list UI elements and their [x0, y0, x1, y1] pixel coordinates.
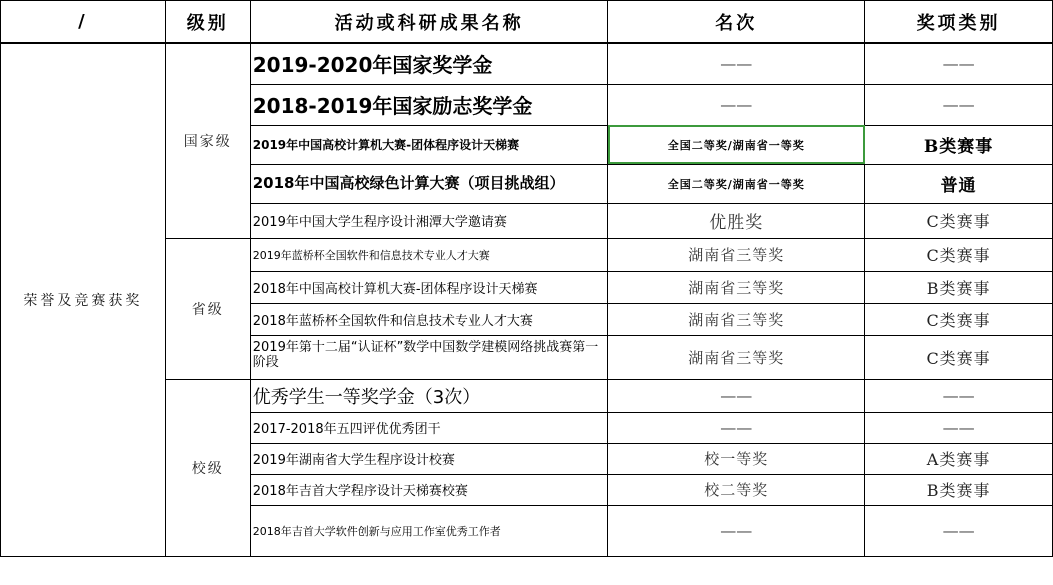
activity-name-cell[interactable]: 2019年中国高校计算机大赛-团体程序设计天梯赛 [250, 125, 608, 164]
activity-name-cell[interactable]: 2018年蓝桥杯全国软件和信息技术专业人才大赛 [250, 303, 608, 335]
rank-cell[interactable]: —— [608, 379, 865, 412]
type-cell[interactable]: —— [865, 379, 1053, 412]
activity-name-cell[interactable]: 2018年中国高校计算机大赛-团体程序设计天梯赛 [250, 271, 608, 303]
type-cell[interactable]: —— [865, 505, 1053, 556]
activity-name-cell[interactable]: 2018年中国高校绿色计算大赛（项目挑战组） [250, 164, 608, 203]
type-cell[interactable]: C类赛事 [865, 335, 1053, 379]
rank-cell[interactable]: —— [608, 412, 865, 443]
activity-name-cell[interactable]: 2018年吉首大学软件创新与应用工作室优秀工作者 [250, 505, 608, 556]
type-cell[interactable]: A类赛事 [865, 443, 1053, 474]
type-cell[interactable]: —— [865, 84, 1053, 125]
activity-name-cell[interactable]: 2019-2020年国家奖学金 [250, 43, 608, 84]
rank-cell[interactable]: 优胜奖 [608, 203, 865, 238]
header-rank[interactable]: 名次 [608, 1, 865, 44]
type-cell[interactable]: 普通 [865, 164, 1053, 203]
activity-name-cell[interactable]: 2018年吉首大学程序设计天梯赛校赛 [250, 474, 608, 505]
activity-name-cell[interactable]: 优秀学生一等奖学金（3次） [250, 379, 608, 412]
rank-cell[interactable]: 湖南省三等奖 [608, 335, 865, 379]
rank-cell[interactable]: 湖南省三等奖 [608, 238, 865, 271]
rank-cell[interactable]: 校一等奖 [608, 443, 865, 474]
rank-cell[interactable]: 湖南省三等奖 [608, 271, 865, 303]
activity-name-cell[interactable]: 2018-2019年国家励志奖学金 [250, 84, 608, 125]
rank-cell[interactable]: 湖南省三等奖 [608, 303, 865, 335]
type-cell[interactable]: —— [865, 43, 1053, 84]
level-school[interactable]: 校级 [165, 379, 250, 556]
activity-name-cell[interactable]: 2019年第十二届“认证杯”数学中国数学建模网络挑战赛第一阶段 [250, 335, 608, 379]
type-cell[interactable]: C类赛事 [865, 303, 1053, 335]
type-cell[interactable]: B类赛事 [865, 474, 1053, 505]
header-level[interactable]: 级别 [165, 1, 250, 44]
header-award-type[interactable]: 奖项类别 [865, 1, 1053, 44]
header-row [1, 1, 1053, 44]
activity-name-cell[interactable]: 2019年湖南省大学生程序设计校赛 [250, 443, 608, 474]
category-cell[interactable]: 荣誉及竞赛获奖 [1, 43, 166, 556]
header-activity-name[interactable]: 活动或科研成果名称 [250, 1, 608, 44]
rank-cell[interactable]: —— [608, 84, 865, 125]
type-cell[interactable]: —— [865, 412, 1053, 443]
rank-cell[interactable]: 全国二等奖/湖南省一等奖 [608, 164, 865, 203]
rank-cell[interactable]: 校二等奖 [608, 474, 865, 505]
type-cell[interactable]: C类赛事 [865, 203, 1053, 238]
activity-name-cell[interactable]: 2017-2018年五四评优优秀团干 [250, 412, 608, 443]
activity-name-cell[interactable]: 2019年蓝桥杯全国软件和信息技术专业人才大赛 [250, 238, 608, 271]
level-provincial[interactable]: 省级 [165, 238, 250, 379]
table-row [1, 43, 1053, 84]
rank-cell-selected[interactable]: 全国二等奖/湖南省一等奖 [608, 125, 865, 164]
rank-cell[interactable]: —— [608, 43, 865, 84]
header-slash[interactable]: / [1, 1, 166, 44]
type-cell[interactable]: C类赛事 [865, 238, 1053, 271]
type-cell[interactable]: B类赛事 [865, 125, 1053, 164]
type-cell[interactable]: B类赛事 [865, 271, 1053, 303]
rank-cell[interactable]: —— [608, 505, 865, 556]
activity-name-cell[interactable]: 2019年中国大学生程序设计湘潭大学邀请赛 [250, 203, 608, 238]
level-national[interactable]: 国家级 [165, 43, 250, 238]
